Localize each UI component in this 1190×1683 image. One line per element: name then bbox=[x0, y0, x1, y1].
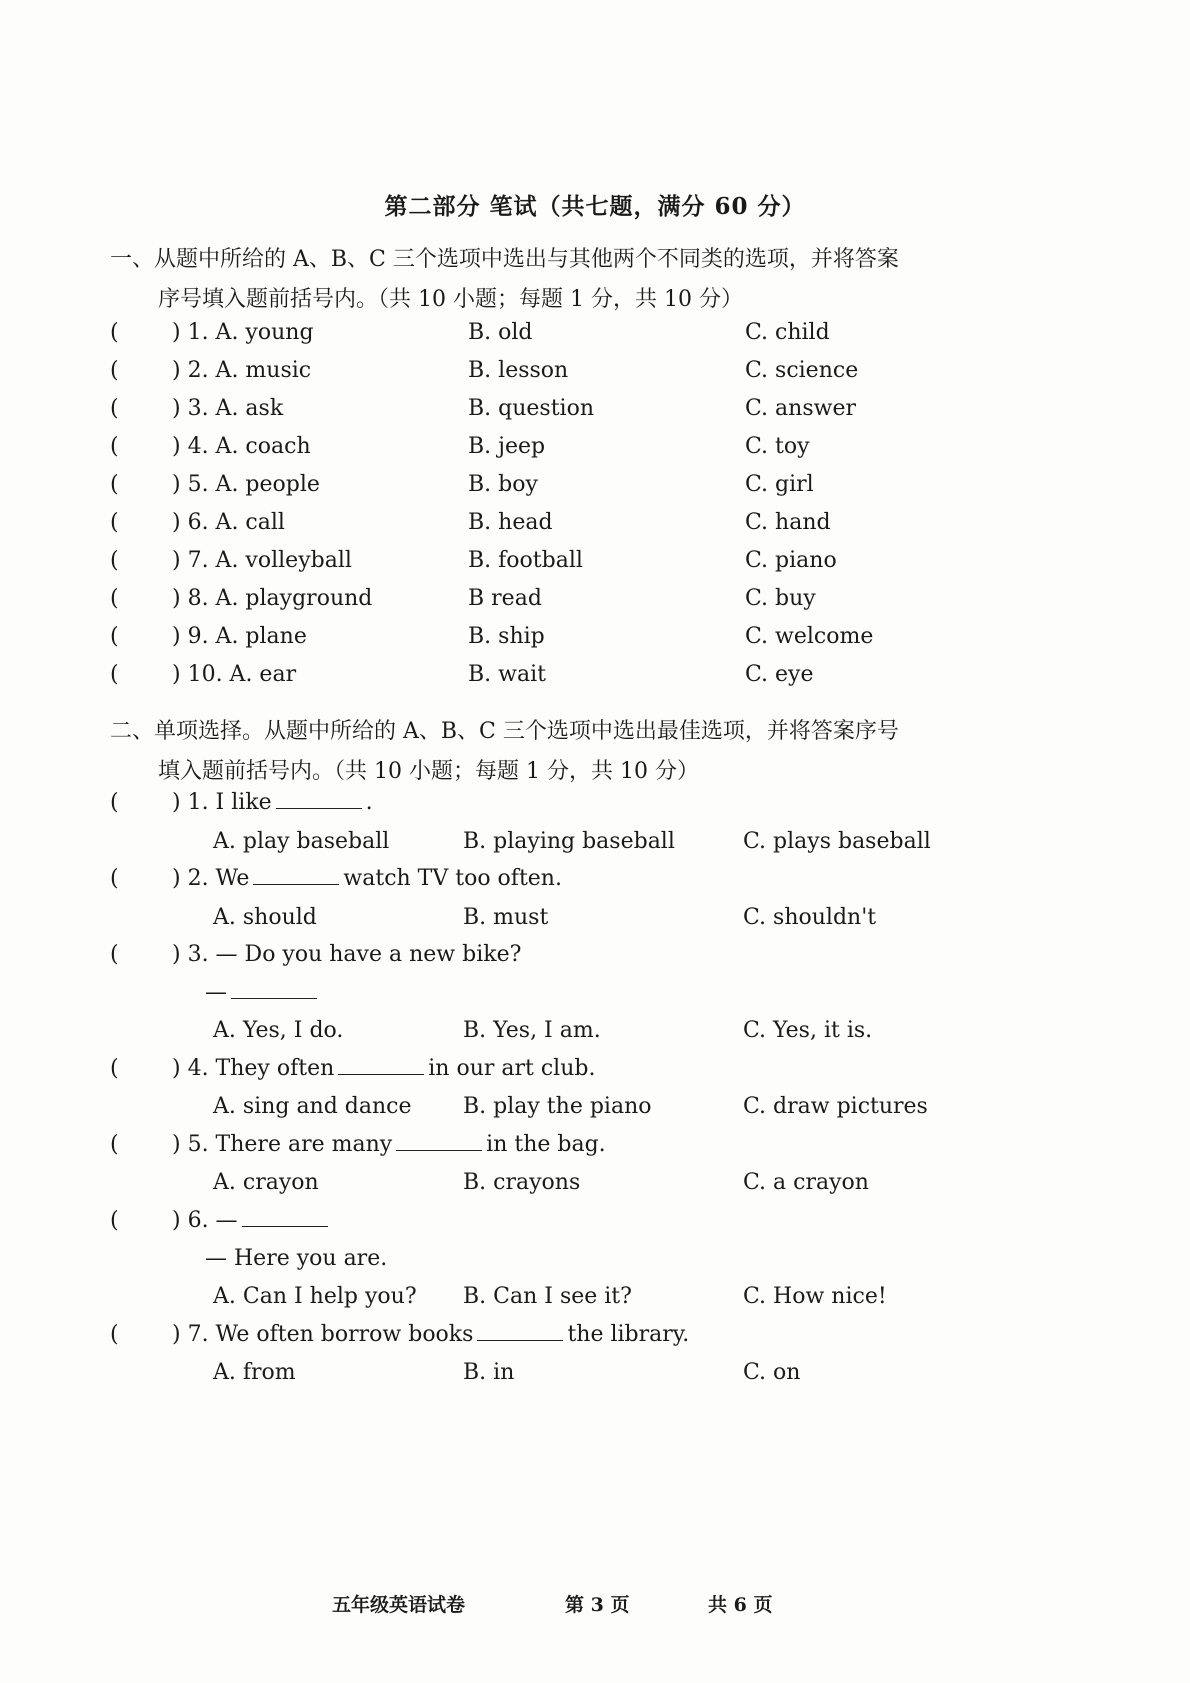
option-b: B. question bbox=[468, 396, 595, 421]
stem-text: ) 7. We often borrow books bbox=[172, 1322, 474, 1347]
s2-q7-stem bbox=[0, 1322, 1190, 1358]
option-a: ) 5. A. people bbox=[172, 472, 320, 497]
option-b: B. old bbox=[468, 320, 533, 345]
option-a: ) 4. A. coach bbox=[172, 434, 311, 459]
option-c: C. answer bbox=[745, 396, 856, 421]
answer-blank[interactable] bbox=[396, 1132, 482, 1151]
option-b: B. jeep bbox=[468, 434, 546, 459]
option-c: C. science bbox=[745, 358, 859, 383]
s1-item-5 bbox=[0, 472, 1190, 508]
s2-q5-stem bbox=[0, 1132, 1190, 1168]
stem-text: the library. bbox=[567, 1322, 690, 1347]
option-c: C. eye bbox=[745, 662, 814, 687]
answer-paren[interactable]: ( bbox=[110, 1322, 119, 1347]
dash: — bbox=[205, 980, 227, 1005]
option-c: C. child bbox=[745, 320, 830, 345]
answer-paren[interactable]: ( bbox=[110, 510, 119, 535]
answer-blank[interactable] bbox=[338, 1056, 424, 1075]
page-title: 第二部分 笔试（共七题，满分 60 分） bbox=[384, 193, 806, 220]
section1-heading-line1: 一、从题中所给的 A、B、C 三个选项中选出与其他两个不同类的选项，并将答案 bbox=[110, 247, 899, 272]
option-c: C. welcome bbox=[745, 624, 874, 649]
option-c: C. on bbox=[743, 1360, 801, 1385]
stem-text: ) 2. We bbox=[172, 866, 250, 891]
reply-line: — Here you are. bbox=[205, 1246, 388, 1271]
option-b: B. lesson bbox=[468, 358, 569, 383]
option-b: B. playing baseball bbox=[463, 829, 675, 854]
option-a: A. crayon bbox=[213, 1170, 319, 1195]
reply-line bbox=[205, 980, 321, 1005]
s2-q2-stem bbox=[0, 866, 1190, 902]
option-c: C. plays baseball bbox=[743, 829, 931, 854]
option-a: ) 7. A. volleyball bbox=[172, 548, 352, 573]
stem-text: ) 1. I like bbox=[172, 790, 272, 815]
s1-item-3 bbox=[0, 396, 1190, 432]
option-b: B read bbox=[468, 586, 542, 611]
option-c: C. buy bbox=[745, 586, 816, 611]
option-c: C. toy bbox=[745, 434, 810, 459]
option-a: A. play baseball bbox=[213, 829, 390, 854]
answer-paren[interactable]: ( bbox=[110, 358, 119, 383]
option-c: C. a crayon bbox=[743, 1170, 869, 1195]
stem-text: in our art club. bbox=[428, 1056, 596, 1081]
section2-heading bbox=[110, 712, 1070, 792]
exam-name: 五年级英语试卷 bbox=[332, 1594, 466, 1616]
option-a: A. from bbox=[213, 1360, 296, 1385]
option-b: B. in bbox=[463, 1360, 515, 1385]
s1-item-2 bbox=[0, 358, 1190, 394]
s1-item-6 bbox=[0, 510, 1190, 546]
option-b: B. head bbox=[468, 510, 553, 535]
s1-item-4 bbox=[0, 434, 1190, 470]
s2-q6-stem bbox=[0, 1208, 1190, 1244]
stem-text: . bbox=[365, 790, 373, 815]
option-b: B. football bbox=[468, 548, 583, 573]
option-c: C. draw pictures bbox=[743, 1094, 928, 1119]
answer-blank[interactable] bbox=[231, 980, 317, 999]
option-b: B. Yes, I am. bbox=[463, 1018, 601, 1043]
option-a: A. sing and dance bbox=[213, 1094, 412, 1119]
option-a: ) 9. A. plane bbox=[172, 624, 307, 649]
option-c: C. girl bbox=[745, 472, 814, 497]
option-a: A. Can I help you? bbox=[213, 1284, 417, 1309]
answer-paren[interactable]: ( bbox=[110, 320, 119, 345]
option-a: ) 8. A. playground bbox=[172, 586, 373, 611]
s2-q4-stem bbox=[0, 1056, 1190, 1092]
s1-item-8 bbox=[0, 586, 1190, 622]
stem-text: ) 6. — bbox=[172, 1208, 238, 1233]
answer-paren[interactable]: ( bbox=[110, 586, 119, 611]
option-b: B. crayons bbox=[463, 1170, 581, 1195]
page-footer bbox=[0, 1590, 1190, 1620]
s2-q1-stem bbox=[0, 790, 1190, 826]
answer-blank[interactable] bbox=[477, 1322, 563, 1341]
answer-blank[interactable] bbox=[276, 790, 362, 809]
stem-text: ) 5. There are many bbox=[172, 1132, 393, 1157]
answer-paren[interactable]: ( bbox=[110, 396, 119, 421]
option-a: A. should bbox=[213, 905, 317, 930]
option-a: ) 2. A. music bbox=[172, 358, 312, 383]
answer-paren[interactable]: ( bbox=[110, 866, 119, 891]
option-a: ) 3. A. ask bbox=[172, 396, 284, 421]
answer-paren[interactable]: ( bbox=[110, 1056, 119, 1081]
answer-blank[interactable] bbox=[242, 1208, 328, 1227]
section2-heading-line2: 填入题前括号内。（共 10 小题；每题 1 分，共 10 分） bbox=[158, 759, 699, 784]
stem-text: ) 3. — Do you have a new bike? bbox=[172, 942, 522, 967]
s1-item-10 bbox=[0, 662, 1190, 698]
answer-paren[interactable]: ( bbox=[110, 790, 119, 815]
answer-paren[interactable]: ( bbox=[110, 434, 119, 459]
option-b: B. must bbox=[463, 905, 549, 930]
option-c: C. How nice! bbox=[743, 1284, 887, 1309]
s1-item-1 bbox=[0, 320, 1190, 356]
stem-text: watch TV too often. bbox=[343, 866, 562, 891]
option-b: B. ship bbox=[468, 624, 545, 649]
answer-paren[interactable]: ( bbox=[110, 942, 119, 967]
option-a: ) 6. A. call bbox=[172, 510, 285, 535]
option-c: C. shouldn't bbox=[743, 905, 877, 930]
page-number: 第 3 页 bbox=[565, 1594, 630, 1616]
section1-heading-line2: 序号填入题前括号内。（共 10 小题；每题 1 分，共 10 分） bbox=[158, 287, 743, 312]
stem-text: ) 4. They often bbox=[172, 1056, 335, 1081]
section1-heading bbox=[110, 240, 1070, 320]
option-b: B. wait bbox=[468, 662, 546, 687]
answer-paren[interactable]: ( bbox=[110, 472, 119, 497]
answer-paren[interactable]: ( bbox=[110, 1208, 119, 1233]
option-a: ) 10. A. ear bbox=[172, 662, 297, 687]
option-a: A. Yes, I do. bbox=[213, 1018, 344, 1043]
option-a: ) 1. A. young bbox=[172, 320, 314, 345]
section2-heading-line1: 二、单项选择。从题中所给的 A、B、C 三个选项中选出最佳选项，并将答案序号 bbox=[110, 719, 899, 744]
s1-item-9 bbox=[0, 624, 1190, 660]
answer-paren[interactable]: ( bbox=[110, 662, 119, 687]
option-b: B. Can I see it? bbox=[463, 1284, 632, 1309]
option-b: B. boy bbox=[468, 472, 538, 497]
option-c: C. Yes, it is. bbox=[743, 1018, 873, 1043]
s1-item-7 bbox=[0, 548, 1190, 584]
option-c: C. piano bbox=[745, 548, 837, 573]
total-pages: 共 6 页 bbox=[708, 1594, 773, 1616]
answer-paren[interactable]: ( bbox=[110, 548, 119, 573]
answer-blank[interactable] bbox=[253, 866, 339, 885]
s2-q3-stem bbox=[0, 942, 1190, 978]
option-b: B. play the piano bbox=[463, 1094, 652, 1119]
answer-paren[interactable]: ( bbox=[110, 624, 119, 649]
answer-paren[interactable]: ( bbox=[110, 1132, 119, 1157]
stem-text: in the bag. bbox=[486, 1132, 606, 1157]
option-c: C. hand bbox=[745, 510, 831, 535]
